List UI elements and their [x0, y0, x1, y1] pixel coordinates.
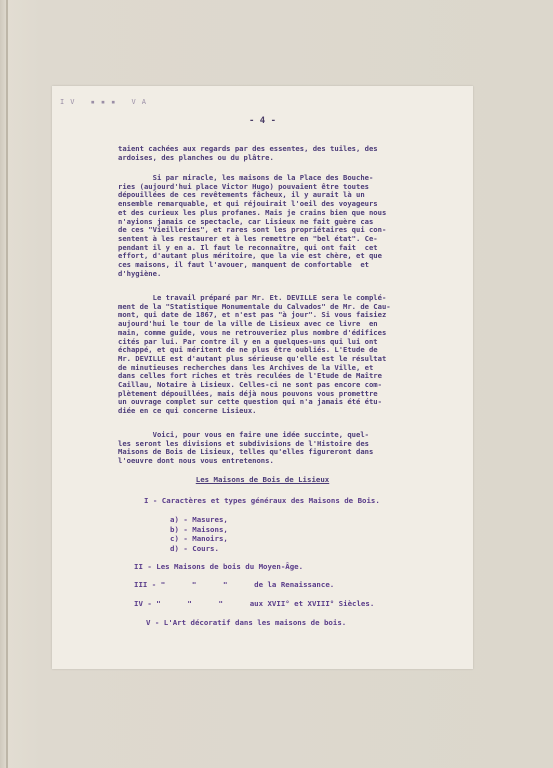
outline-section-2: II - Les Maisons de bois du Moyen-Âge. — [134, 562, 304, 571]
outline-heading-text: Les Maisons de Bois de Lisieux — [195, 475, 330, 484]
binder-spine — [6, 0, 8, 768]
paragraph-1: taient cachées aux regards par des essentes, des tuiles, des ardoises, des planches ou du plâtre. — [118, 144, 378, 162]
typed-page — [52, 86, 473, 669]
paragraph-3: Le travail préparé par Mr. Et. DEVILLE sera le complé- ment de la "Statistique Monumentale du Calvados" de Mr. de Cau- mont, qui date de 1867, et n'est pas "à jour". Si vous faisiez aujourd'hui le tour de la ville de Lisieux avec ce livre en main, comme guide, vous ne retrouveriez plus nombre d'édifices cités par lui. Par contre il y en a quelques-uns qui lui ont échappé, et qui méritent de ne plus être oubliés. L'Etude de Mr. DEVILLE est d'autant plus sérieuse qu'elle est le résultat de minutieuses recherches dans les Archives de la Ville, et dans celles fort riches et très reculées de l'Etude de Maître Caillau, Notaire à Lisieux. Celles-ci ne sont pas encore com- plètement dépouillées, mais déjà nous pouvons vous promettre un ouvrage complet sur cette question qui n'a jamais été étu- diée en ce qui concerne Lisieux. — [118, 293, 391, 416]
paragraph-2: Si par miracle, les maisons de la Place des Bouche- ries (aujourd'hui place Victor Hugo) pouvaient être toutes dépouillées de ces revêtements fâcheux, il y aurait là un ensemble remarquable, et qui réjouirait l'oeil des voyageurs et des curieux les plus profanes. Mais je crains bien que nous n'ayions jamais ce spectacle, car Lisieux ne fait guère cas de ces "Vieilleries", et rares sont les propriétaires qui con- sentent à les restaurer et à les remettre en "bel état". Ce- pendant il y en a. Il faut le reconnaître, qui ont fait cet effort, d'autant plus méritoire, que la vie est chère, et que ces maisons, il faut l'avouer, manquent de confortable et d'hygiène. — [118, 173, 387, 278]
outline-subitems: a) - Masures, b) - Maisons, c) - Manoirs, d) - Cours. — [170, 515, 228, 553]
page-number: - 4 - — [248, 116, 277, 126]
outline-section-1: I - Caractères et types généraux des Maisons de Bois. — [144, 496, 380, 505]
outline-section-3: III - " " " de la Renaissance. — [134, 580, 335, 589]
page-marks: IV ▪▪▪ VA — [60, 98, 152, 106]
paragraph-4: Voici, pour vous en faire une idée succinte, quel- les seront les divisions et subdivisions de l'Histoire des Maisons de Bois de Lisieux, telles qu'elles figureront dans l'oeuvre dont nous vous entretenons. — [118, 430, 374, 466]
outline-section-5: V - L'Art décoratif dans les maisons de bois. — [146, 618, 347, 627]
outline-heading — [52, 475, 473, 484]
outline-section-4: IV - " " " aux XVII° et XVIII° Siècles. — [134, 599, 375, 608]
